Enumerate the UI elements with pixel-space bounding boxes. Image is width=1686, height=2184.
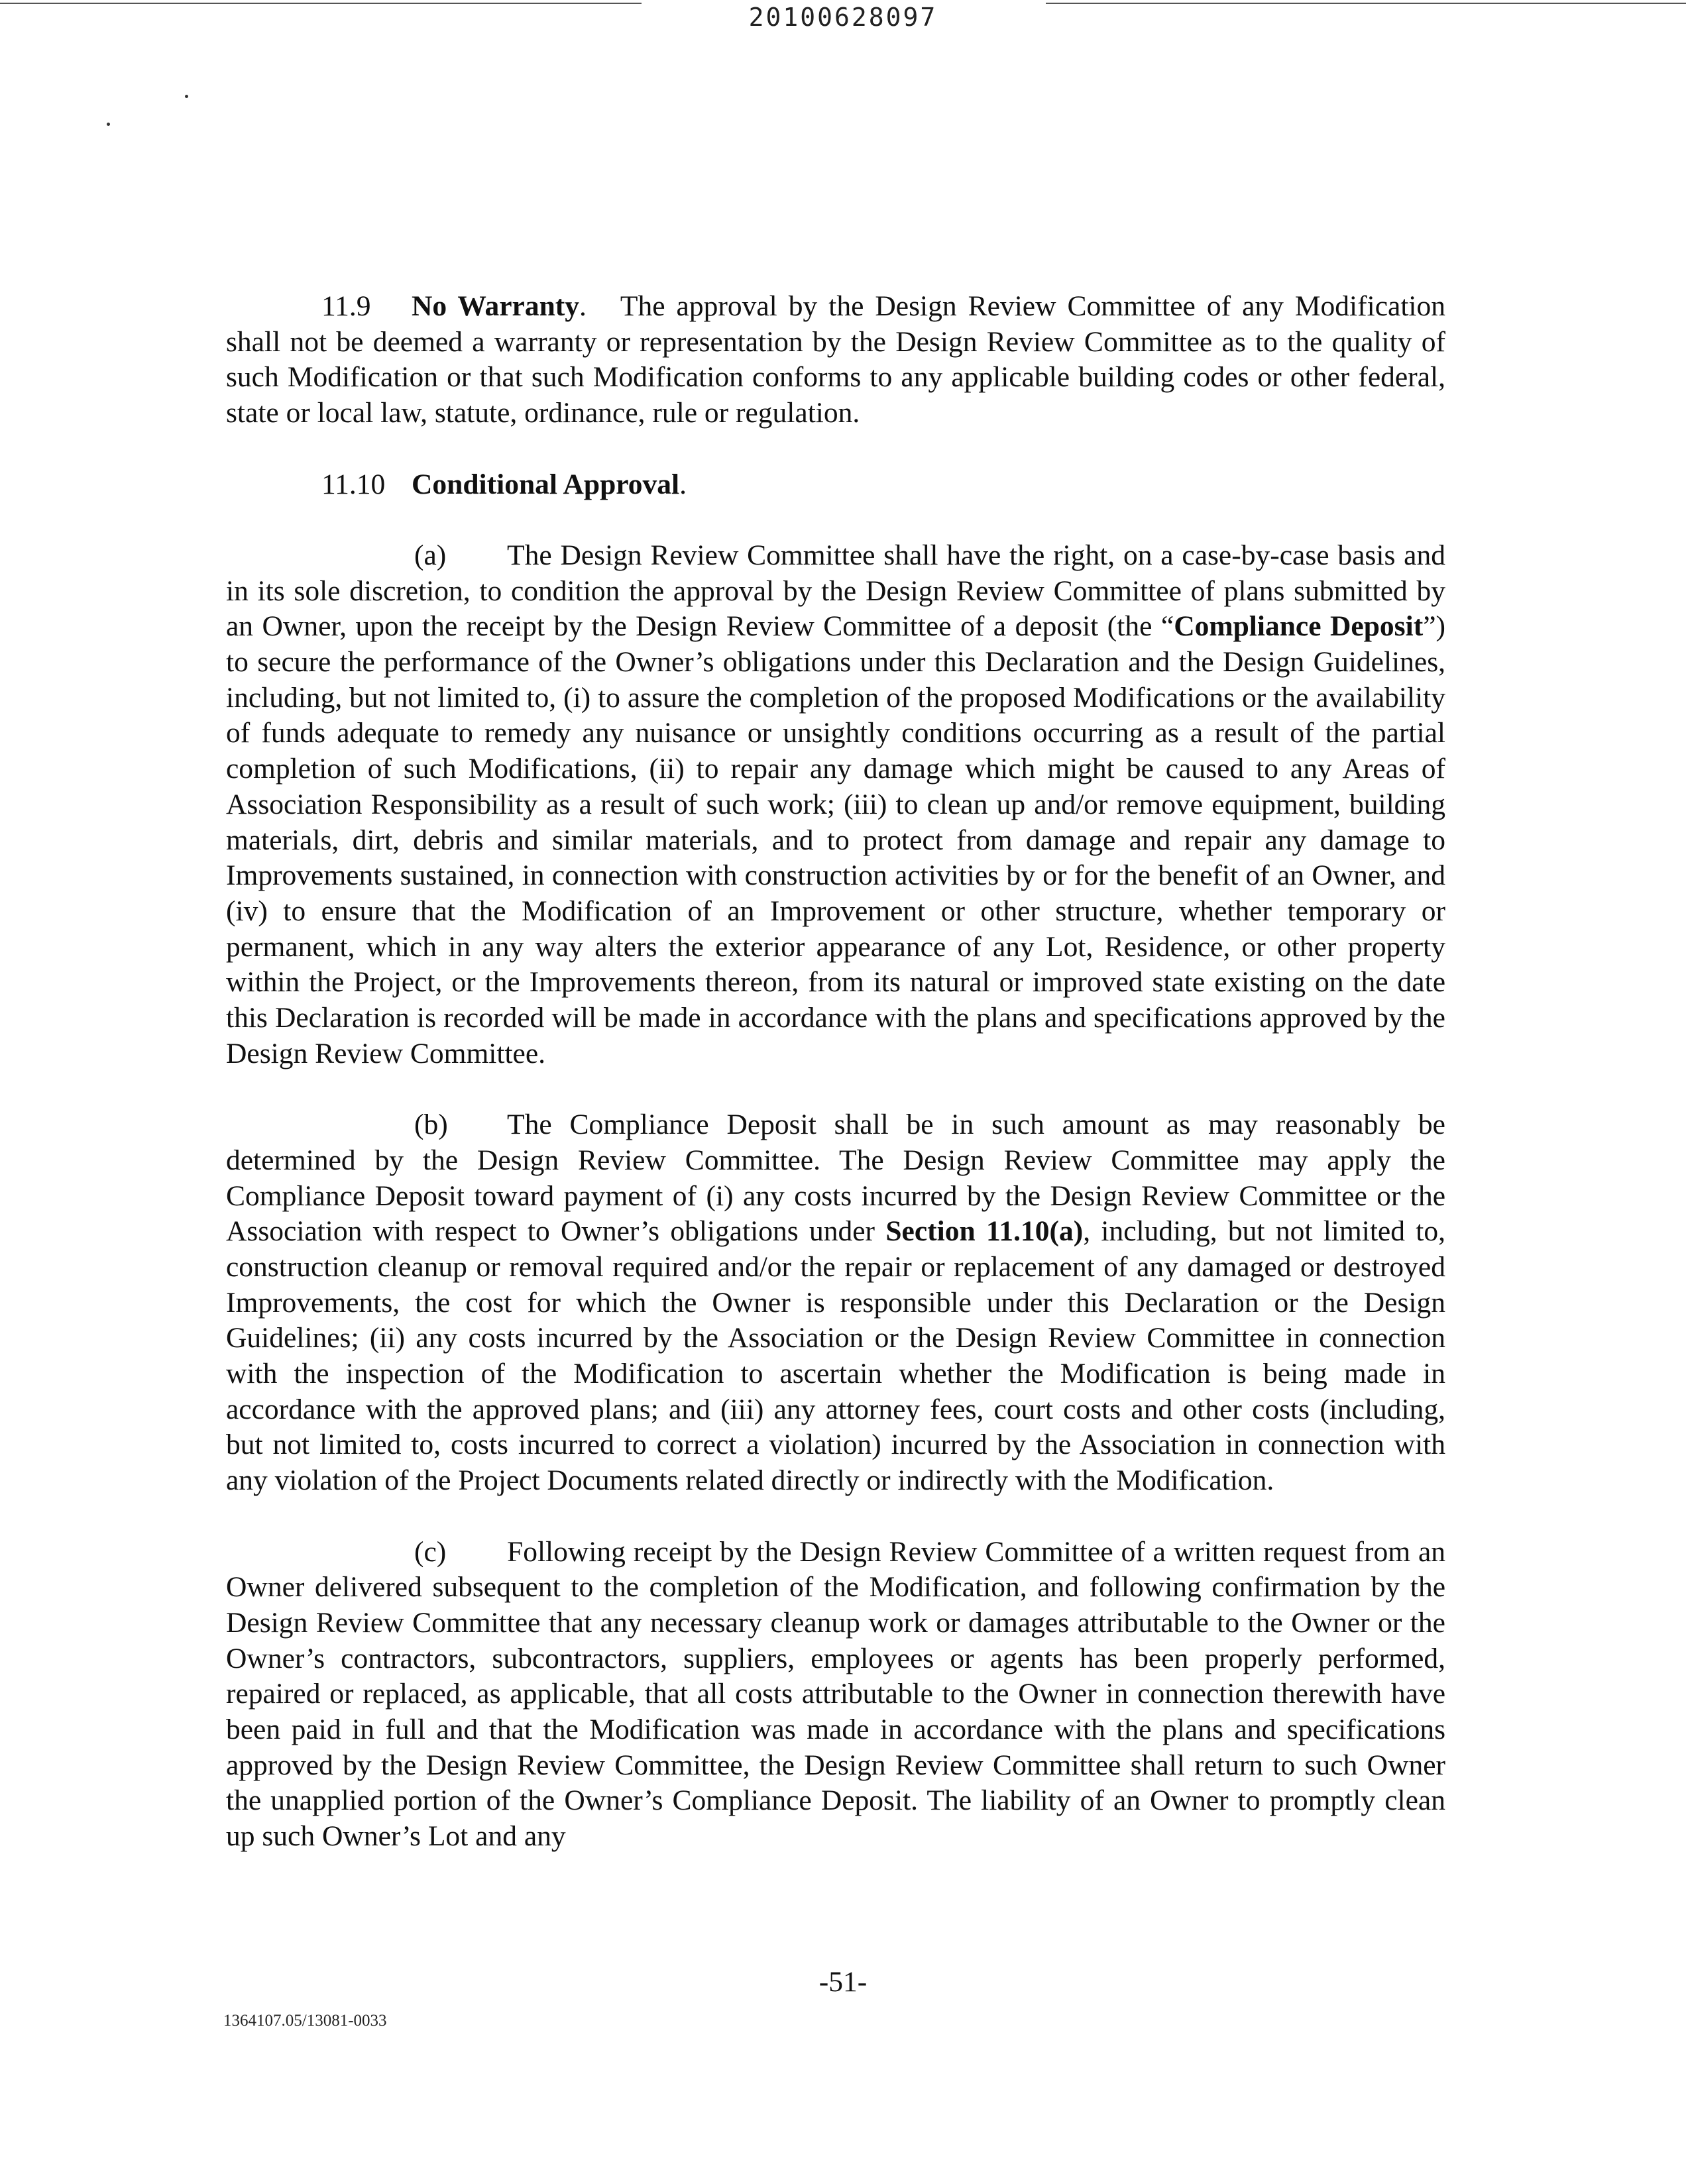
recording-number: 20100628097 [748, 3, 938, 32]
paragraph-label: (b) [414, 1109, 448, 1141]
document-body [226, 289, 1445, 1855]
paragraph-text-part-1: The Design Review Committee shall have the right, on a case-by-case basis and in its sole discretion, to condition the approval by the Design Review Committee of plans submitted by an Owner, upon the receipt by the Design Review Committee of a deposit (the “ [226, 539, 1445, 643]
paragraph-c [226, 1535, 1445, 1855]
paragraph-label: (c) [414, 1535, 447, 1568]
section-text: The approval by the Design Review Committee of any Modification shall not be deemed a warranty or representation by the Design Review Committee as to the quality of such Modification or that such Modification conforms to any applicable building codes or other federal, state or local law, statute, ordinance, rule or regulation. [226, 290, 1445, 429]
paragraph-text-part-2: ”) to secure the performance of the Owner’s obligations under this Declaration and the Design Guidelines, including, but not limited to, (i) to assure the completion of the proposed Modifications or the availability of funds adequate to remedy any nuisance or unsightly conditions occurring as a result of the partial completion of such Modifications, (ii) to repair any damage which might be caused to any Areas of Association Responsibility as a result of such work; (iii) to clean up and/or remove equipment, building materials, dirt, debris and similar materials, and to protect from damage and repair any damage to Improvements sustained, in connection with construction activities by or for the benefit of an Owner, and (iv) to ensure that the Modification of an Improvement or other structure, whether temporary or permanent, which in any way alters the exterior appearance of any Lot, Residence, or other property within the Project, or the Improvements thereon, from its natural or improved state existing on the date this Declaration is recorded will be made in accordance with the plans and specifications approved by the Design Review Committee. [226, 610, 1445, 1069]
section-number: 11.10 [321, 468, 386, 500]
section-title-punct: . [679, 468, 687, 500]
page-number: -51- [818, 1966, 868, 1998]
paragraph-b [226, 1107, 1445, 1499]
section-title: No Warranty [412, 290, 580, 322]
defined-term: Compliance Deposit [1174, 610, 1424, 643]
section-title-punct: . [579, 290, 587, 322]
footer-document-id: 1364107.05/13081-0033 [223, 2012, 387, 2030]
section-reference: Section 11.10(a) [885, 1215, 1084, 1248]
paragraph-text: Following receipt by the Design Review Committee of a written request from an Owner delivered subsequent to the completion of the Modification, and following confirmation by the Design Review Committee that any necessary cleanup work or damages attributable to the Owner or the Owner’s contractors, subcontractors, suppliers, employees or agents has been properly performed, repaired or replaced, as applicable, that all costs attributable to the Owner in connection therewith have been paid in full and that the Modification was made in accordance with the plans and specifications approved by the Design Review Committee, the Design Review Committee shall return to such Owner the unapplied portion of the Owner’s Compliance Deposit. The liability of an Owner to promptly clean up such Owner’s Lot and any [226, 1535, 1445, 1853]
paragraph-a [226, 538, 1445, 1072]
section-11-10-heading [226, 467, 1445, 503]
scan-speck [107, 123, 110, 126]
section-number: 11.9 [321, 290, 371, 322]
section-title: Conditional Approval [412, 468, 680, 500]
paragraph-label: (a) [414, 539, 447, 571]
paragraph-text-part-1: The Compliance Deposit shall be in such amount as may reasonably be determined by the Design Review Committee. The Design Review Committee may apply the Compliance Deposit toward payment of (i) any costs incurred by the Design Review Committee or the Association with respect to Owner’s obligations under [226, 1109, 1445, 1248]
scan-speck [185, 95, 188, 98]
section-11-9 [226, 289, 1445, 431]
paragraph-text-part-2: , including, but not limited to, construction cleanup or removal required and/or the repair or replacement of any damaged or destroyed Improvements, the cost for which the Owner is responsible under this Declaration or the Design Guidelines; (ii) any costs incurred by the Association or the Design Review Committee in connection with the inspection of the Modification to ascertain whether the Modification is being made in accordance with the approved plans; and (iii) any attorney fees, court costs and other costs (including, but not limited to, costs incurred to correct a violation) incurred by the Association in connection with any violation of the Project Documents related directly or indirectly with the Modification. [226, 1215, 1445, 1497]
